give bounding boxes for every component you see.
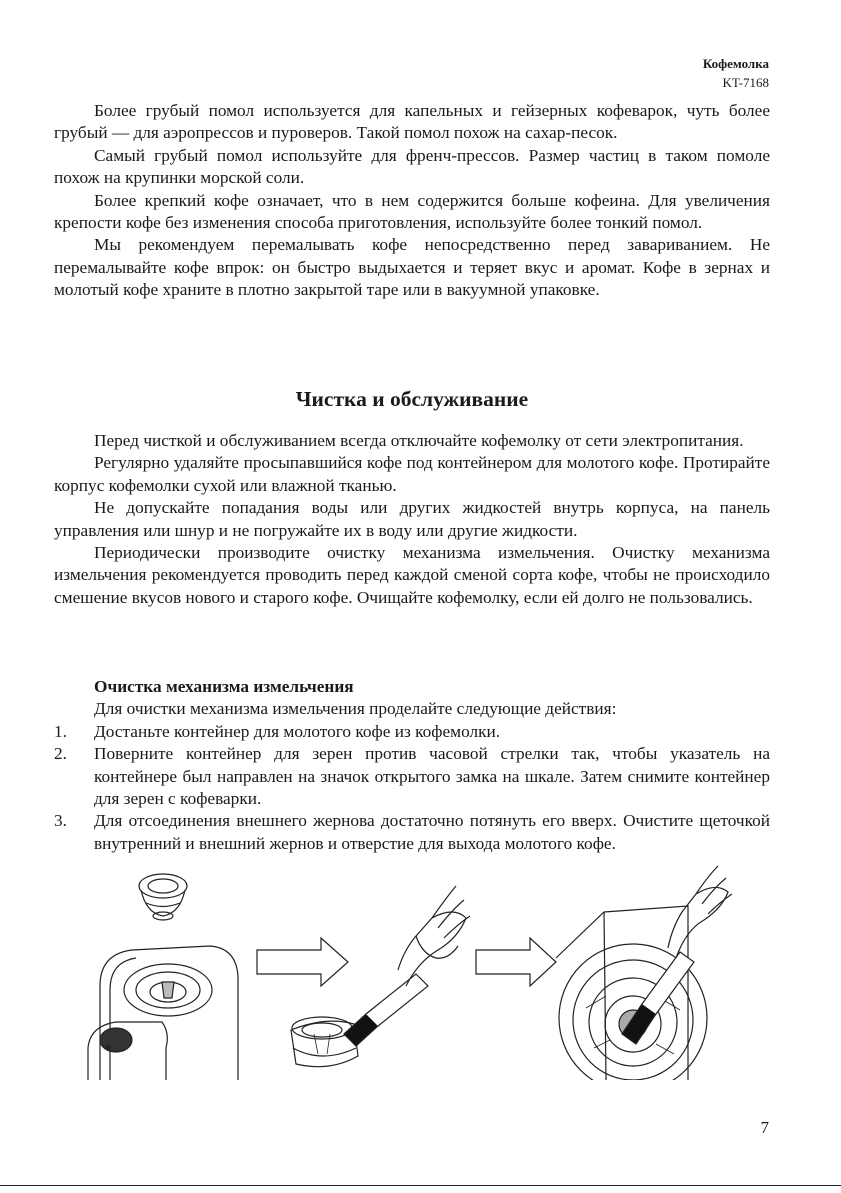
paragraph: Самый грубый помол используйте для френч-прессов. Размер частиц в таком помоле похож на крупинки морской соли. xyxy=(54,145,770,188)
paragraph: Не допускайте попадания воды или других жидкостей внутрь корпуса, на панель управления или шнур и не погружайте их в воду или другие жидкости. xyxy=(54,498,770,540)
subsection-title: Очистка механизма измельчения xyxy=(94,677,354,696)
paragraph: Более крепкий кофе означает, что в нем содержится больше кофеина. Для увеличения крепости кофе без изменения способа приготовления, используйте более тонкий помол. xyxy=(54,190,770,233)
cleaning-illustration xyxy=(86,858,776,1080)
grind-recommendations xyxy=(54,100,770,302)
list-item xyxy=(54,743,770,810)
step-text: Поверните контейнер для зерен против часовой стрелки так, чтобы указатель на контейнере был направлен на значок открытого замка на шкале. Затем снимите контейнер для зерен с кофеварки. xyxy=(94,744,770,809)
subsection-intro: Для очистки механизма измельчения проделайте следующие действия: xyxy=(94,699,617,719)
list-item xyxy=(54,721,770,743)
step-number: 2. xyxy=(54,744,67,764)
steps-list xyxy=(54,721,770,855)
brush-inner-burr-illustration xyxy=(556,866,732,1080)
arrow-right-icon xyxy=(257,938,348,986)
section-title-container xyxy=(54,386,770,412)
step-text: Для отсоединения внешнего жернова достаточно потянуть его вверх. Очистите щеточкой внутренний и внешний жернов и отверстие для выхода молотого кофе. xyxy=(94,811,770,853)
section-title: Чистка и обслуживание xyxy=(295,387,529,411)
paragraph: Более грубый помол используется для капельных и гейзерных кофеварок, чуть более грубый — для аэропрессов и пуроверов. Такой помол похож на сахар-песок. xyxy=(54,101,770,143)
page-number: 7 xyxy=(760,1118,769,1137)
running-header xyxy=(703,54,769,92)
grinder-illustration xyxy=(88,874,238,1080)
list-item xyxy=(54,810,770,855)
paragraph: Перед чисткой и обслуживанием всегда отключайте кофемолку от сети электропитания. xyxy=(94,431,744,450)
step-text: Достаньте контейнер для молотого кофе из кофемолки. xyxy=(94,721,501,741)
grinder-cleaning-subsection xyxy=(54,676,770,855)
arrow-right-icon xyxy=(476,938,556,986)
cleaning-section xyxy=(54,430,770,609)
paragraph: Регулярно удаляйте просыпавшийся кофе под контейнером для молотого кофе. Протирайте корпус кофемолки сухой или влажной тканью. xyxy=(54,453,770,495)
paragraph: Периодически производите очистку механизма измельчения. Очистку механизма измельчения рекомендуется проводить перед каждой сменой сорта кофе, чтобы не происходило смешение вкусов нового и старого кофе. Очищайте кофемолку, если ей долго не пользовались. xyxy=(54,543,770,607)
header-product-name: Кофемолка xyxy=(702,56,769,71)
step-number: 1. xyxy=(54,721,67,741)
paragraph: Мы рекомендуем перемалывать кофе непосредственно перед завариванием. Не перемалывайте кофе впрок: он быстро выдыхается и теряет вкус и аромат. Кофе в зернах и молотый кофе храните в плотно закрытой таре или в вакуумной упаковке. xyxy=(54,235,770,300)
bottom-divider xyxy=(0,1185,841,1186)
header-model-number: KT-7168 xyxy=(722,75,769,90)
brush-burr-illustration xyxy=(291,886,470,1067)
step-number: 3. xyxy=(54,811,67,831)
